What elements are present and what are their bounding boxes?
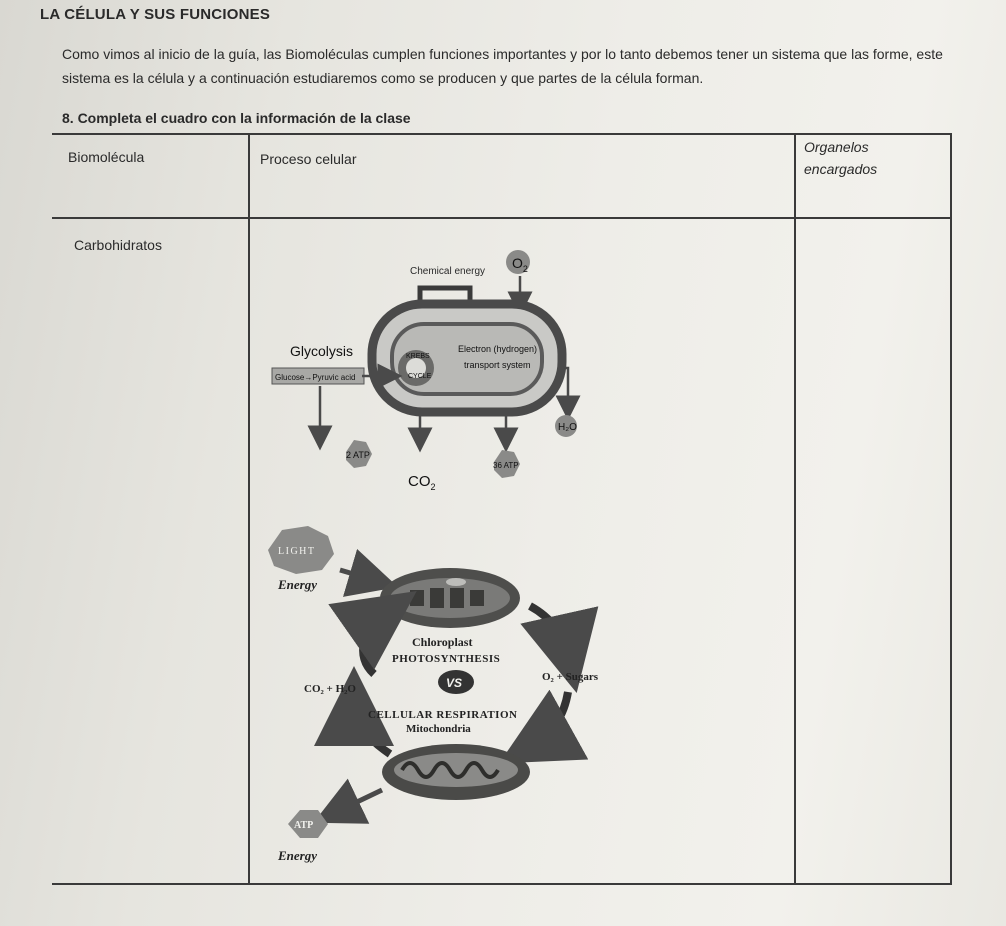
page-title: LA CÉLULA Y SUS FUNCIONES bbox=[40, 6, 271, 23]
co2-label bbox=[408, 473, 436, 492]
header-proceso-celular: Proceso celular bbox=[260, 151, 357, 167]
column-divider-1 bbox=[248, 133, 250, 885]
products-label: O₂ + Sugars bbox=[542, 671, 599, 683]
atp-36-badge bbox=[493, 450, 520, 478]
glycolysis-label: Glycolysis bbox=[290, 343, 354, 359]
energy-label-top: Energy bbox=[278, 577, 317, 592]
electron-transport-label: Electron (hydrogen) bbox=[458, 344, 538, 354]
table-right-border bbox=[950, 133, 952, 885]
cycle-arrow-left-up bbox=[363, 614, 384, 674]
atp-2-badge bbox=[346, 440, 372, 468]
table-top-border bbox=[52, 133, 952, 135]
header-encargados: encargados bbox=[804, 161, 878, 177]
svg-text:ATP: ATP bbox=[294, 820, 314, 831]
svg-text:Glucose→Pyruvic acid: Glucose→Pyruvic acid bbox=[275, 373, 356, 382]
column-divider-2 bbox=[794, 133, 796, 885]
svg-text:36 ATP: 36 ATP bbox=[493, 461, 519, 470]
table-bottom-border bbox=[52, 883, 952, 885]
top-pipe-left bbox=[420, 288, 470, 300]
intro-paragraph: Como vimos al inicio de la guía, las Biomoléculas cumplen funciones importantes y por lo tanto debemos tener un sistema que las forme, este sistema es la célula y a continuación estudiaremos como se producen y que partes de la célula forman. bbox=[62, 46, 943, 86]
header-biomolecula: Biomolécula bbox=[68, 149, 145, 165]
chloroplast-label: Chloroplast bbox=[412, 635, 473, 649]
svg-text:CYCLE: CYCLE bbox=[408, 373, 432, 380]
cellular-respiration-label: CELLULAR RESPIRATION bbox=[368, 709, 518, 721]
energy-label-bottom: Energy bbox=[278, 848, 317, 863]
light-arrow bbox=[340, 570, 374, 580]
instruction-text: 8. Completa el cuadro con la información de la clase bbox=[62, 110, 411, 126]
svg-text:2 ATP: 2 ATP bbox=[346, 450, 370, 460]
header-organelos: Organelos bbox=[804, 139, 869, 155]
header-divider bbox=[52, 217, 952, 219]
atp-arrow bbox=[336, 790, 382, 812]
svg-text:KREBS: KREBS bbox=[406, 353, 430, 360]
reactants-label: CO₂ + H₂O bbox=[304, 683, 356, 695]
mitochondria-label: Mitochondria bbox=[406, 723, 471, 735]
svg-text:H₂O: H₂O bbox=[558, 422, 577, 433]
cycle-arrow-right-bottom bbox=[534, 692, 568, 744]
diagram-area bbox=[262, 240, 662, 880]
svg-text:VS: VS bbox=[446, 676, 463, 690]
respiration-diagram bbox=[272, 250, 577, 492]
photosynthesis-label: PHOTOSYNTHESIS bbox=[392, 653, 501, 665]
chloroplast-image bbox=[380, 568, 520, 628]
photosynthesis-diagram bbox=[268, 526, 599, 863]
svg-text:O2: $O_2$ bbox=[512, 255, 528, 274]
cycle-arrow-right-down bbox=[530, 606, 568, 654]
chemical-energy-label: Chemical energy bbox=[410, 266, 486, 277]
row-label-carbohidratos: Carbohidratos bbox=[74, 237, 162, 253]
svg-text:transport system: transport system bbox=[464, 360, 531, 370]
o2-badge bbox=[506, 250, 530, 274]
svg-text:LIGHT: LIGHT bbox=[278, 546, 316, 557]
mitochondrion-image bbox=[382, 744, 530, 800]
svg-text:CO2: $CO_2$ bbox=[408, 473, 436, 492]
diagram-svg bbox=[262, 240, 662, 880]
